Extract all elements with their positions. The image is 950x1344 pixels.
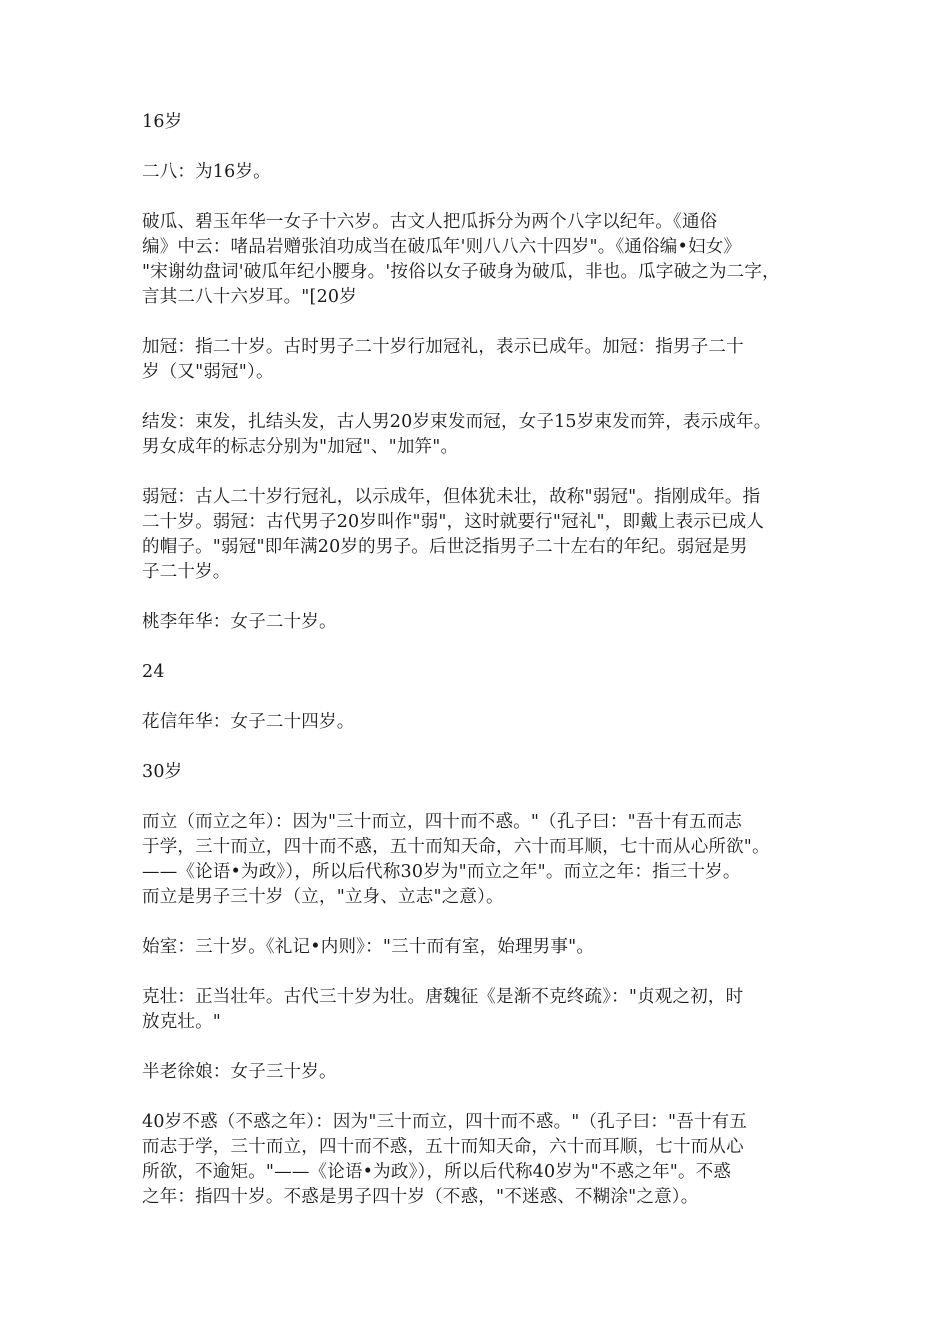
heading-16: 16岁: [142, 112, 183, 132]
paragraph-shishi: 始室：三十岁。《礼记•内则》："三十而有室，始理男事"。: [142, 937, 595, 957]
paragraph-erba: 二八：为16岁。: [142, 162, 271, 182]
paragraph-jiaguan: 加冠：指二十岁。古时男子二十岁行加冠礼，表示已成年。加冠：指男子二十 岁（又"弱冠"）。: [142, 337, 744, 382]
paragraph-jiefa: 结发：束发，扎结头发，古人男20岁束发而冠，女子15岁束发而笄，表示成年。 男女成年的标志分别为"加冠"、"加笄"。: [142, 412, 772, 457]
paragraph-banlao: 半老徐娘：女子三十岁。: [142, 1062, 337, 1082]
paragraph-buhuo: 40岁不惑（不惑之年）：因为"三十而立，四十而不惑。"（孔子曰："吾十有五 而志于学，三十而立，四十而不惑，五十而知天命，六十而耳顺，七十而从心 所欲，不逾矩。"——《论语•为政》），所以后代称40岁为"不惑之年"。不惑 之年：指四十岁。不惑是男子四十岁（不惑，"不迷惑、不糊涂"之意）。: [142, 1112, 748, 1207]
paragraph-pogua: 破瓜、碧玉年华一女子十六岁。古文人把瓜拆分为两个八字以纪年。《通俗 编》中云：啫品岩赠张洎功成当在破瓜年'则八八六十四岁"。《通俗编•妇女》 "宋谢幼盘词'破瓜年纪小腰身。'按俗以女子破身为破瓜，非也。瓜字破之为二字， 言其二八十六岁耳。"[20岁: [142, 212, 780, 307]
document-page: [142, 110, 832, 1235]
paragraph-taoli: 桃李年华：女子二十岁。: [142, 612, 337, 632]
paragraph-huaxin: 花信年华：女子二十四岁。: [142, 712, 355, 732]
paragraph-kezhuang: 克壮：正当壮年。古代三十岁为壮。唐魏征《是渐不克终疏》："贞观之初，时 放克壮。": [142, 987, 744, 1032]
heading-24: 24: [142, 662, 165, 682]
paragraph-ruoguan: 弱冠：古人二十岁行冠礼，以示成年，但体犹未壮，故称"弱冠"。指刚成年。指 二十岁。弱冠：古代男子20岁叫作"弱"，这时就要行"冠礼"，即戴上表示已成人 的帽子。"弱冠"即年满20岁的男子。后世泛指男子二十左右的年纪。弱冠是男 子二十岁。: [142, 487, 765, 582]
heading-30: 30岁: [142, 762, 183, 782]
paragraph-erli: 而立（而立之年）：因为"三十而立，四十而不惑。"（孔子曰："吾十有五而志 于学，三十而立，四十而不惑，五十而知天命，六十而耳顺，七十而从心所欲"。 ——《论语•为政》），所以后代称30岁为"而立之年"。而立之年：指三十岁。 而立是男子三十岁（立，"立身、立志"之意）。: [142, 812, 770, 907]
